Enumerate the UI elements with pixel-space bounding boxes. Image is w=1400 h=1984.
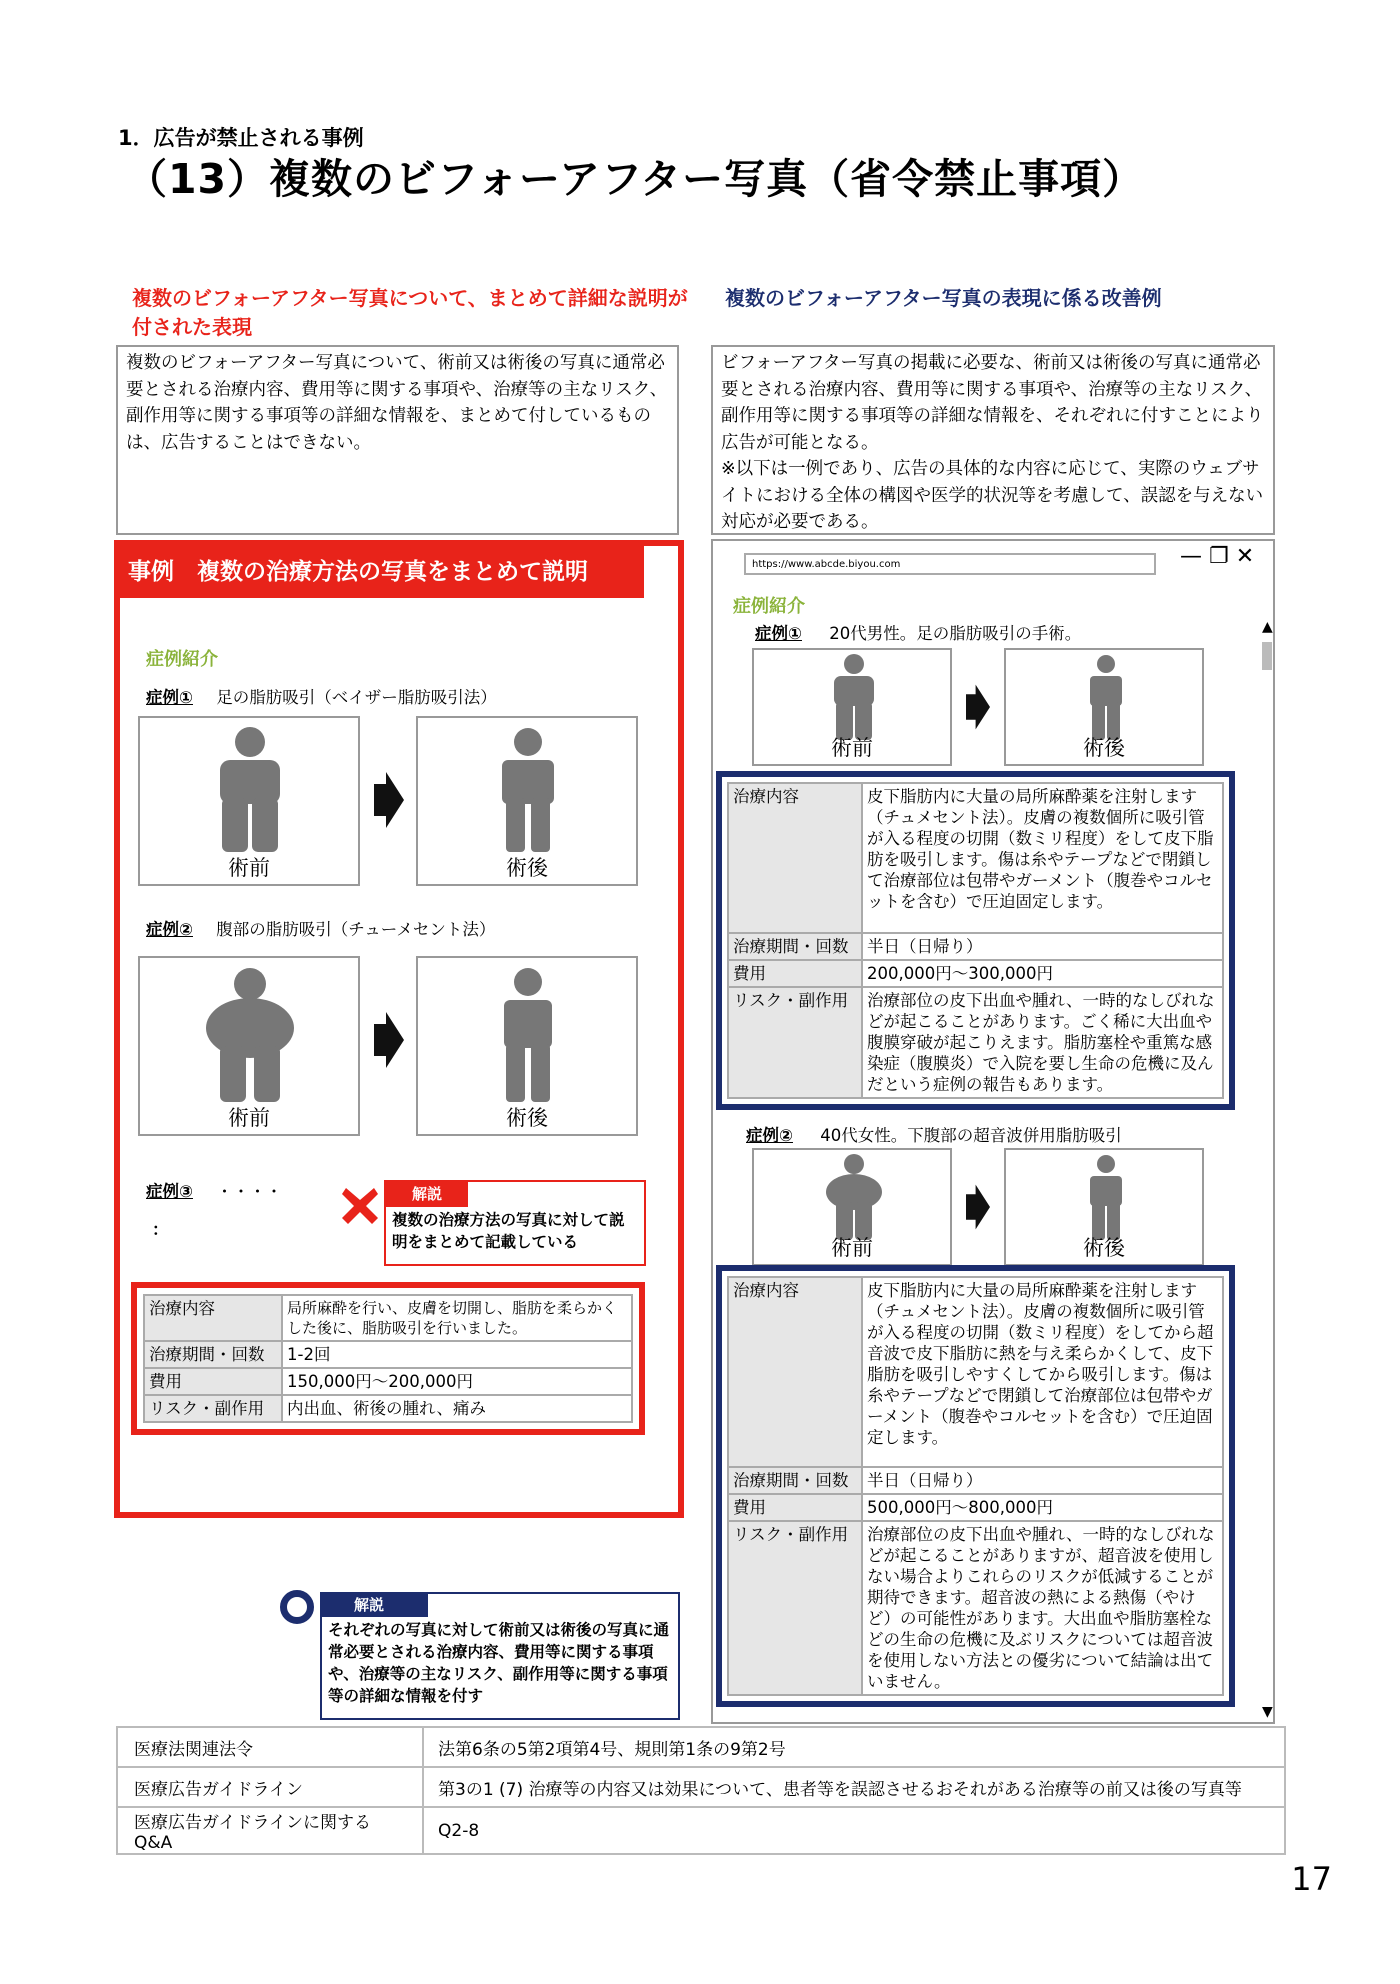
right-case1-label: 症例① [755,624,802,643]
left-heading: 複数のビフォーアフター写真について、まとめて詳細な説明が付された表現 [132,286,688,339]
restore-icon[interactable]: ❐ [1209,544,1229,569]
circle-mark-icon [280,1590,314,1624]
before-label: 術前 [831,736,873,760]
law-key: 医療広告ガイドラインに関するQ&A [117,1807,423,1854]
table-row [144,1341,632,1368]
left-case3 [146,1178,282,1202]
table-row [728,1494,1223,1521]
right-case2-after-photo [1004,1148,1204,1266]
law-value: 第3の1 (7) 治療等の内容又は効果について、患者等を誤認させるおそれがある治療等の前又は後の写真等 [423,1767,1285,1807]
before-label: 術前 [831,1236,873,1260]
right-case2-text: 40代女性。下腹部の超音波併用脂肪吸引 [820,1126,1122,1145]
right-case1 [755,620,1081,644]
minimize-icon[interactable]: — [1180,544,1202,569]
page-title: （13）複数のビフォーアフター写真（省令禁止事項） [126,155,1145,203]
good-callout-text: それぞれの写真に対して術前又は術後の写真に通常必要とされる治療内容、費用等に関する事項や、治療等の主なリスク、副作用等に関する事項等の詳細な情報を付す [328,1621,670,1705]
table-row [728,1521,1223,1695]
bad-callout [384,1180,646,1266]
table-row [144,1368,632,1395]
left-case2-label: 症例② [146,920,193,939]
table-key: 治療期間・回数 [144,1341,282,1368]
law-value: 法第6条の5第2項第4号、規則第1条の9第2号 [423,1727,1285,1767]
right-case2 [746,1122,1122,1146]
after-label: 術後 [1083,1236,1125,1260]
table-key: 治療内容 [728,1277,862,1467]
table-value: 200,000円～300,000円 [862,960,1223,987]
table-key: リスク・副作用 [728,1521,862,1695]
before-label: 術前 [228,1106,270,1130]
arrow-right-icon [374,772,404,828]
table-value: 治療部位の皮下出血や腫れ、一時的なしびれなどが起こることがあります。ごく稀に大出血や腹膜穿破が起こりえます。脂肪塞栓や重篤な感染症（腹膜炎）で入院を要し生命の危機に及んだという症例の報告もあります。 [862,987,1223,1098]
right-detail-table-2 [716,1265,1235,1707]
right-case2-before-photo [752,1148,952,1266]
scroll-up-icon[interactable]: ▲ [1262,619,1273,635]
right-case1-before-photo [752,648,952,766]
table-key: 治療内容 [144,1295,282,1341]
right-section-label: 症例紹介 [733,596,805,617]
table-row [117,1767,1285,1807]
arrow-right-icon [374,1012,404,1068]
table-row [728,783,1223,933]
person-icon [824,1154,884,1240]
right-case1-text: 20代男性。足の脂肪吸引の手術。 [829,624,1082,643]
right-heading: 複数のビフォーアフター写真の表現に係る改善例 [725,286,1162,310]
left-detail-table [131,1282,645,1435]
after-label: 術後 [1083,736,1125,760]
table-key: 治療期間・回数 [728,933,862,960]
table-value: 500,000円～800,000円 [862,1494,1223,1521]
law-key: 医療広告ガイドライン [117,1767,423,1807]
right-case2-label: 症例② [746,1126,793,1145]
close-icon[interactable]: ✕ [1235,544,1255,569]
table-row [144,1295,632,1341]
table-value: 半日（日帰り） [862,933,1223,960]
table-key: 費用 [728,960,862,987]
left-case1-label: 症例① [146,688,193,707]
right-description: ビフォーアフター写真の掲載に必要な、術前又は術後の写真に通常必要とされる治療内容、費用等に関する事項や、治療等の主なリスク、副作用等に関する事項等の詳細な情報を、それぞれに付すことにより広告が可能となる。 ※以下は一例であり、広告の具体的な内容に応じて、実際のウェブサイトにおける全体の構図や医学的状況等を考慮して、誤認を与えない対応が必要である。 [711,345,1275,535]
table-row [728,960,1223,987]
table-row [144,1395,632,1422]
left-case2 [146,916,495,940]
bad-callout-text: 複数の治療方法の写真に対して説明をまとめて記載している [392,1211,625,1251]
right-detail-table-1 [716,771,1235,1110]
url-bar[interactable]: https://www.abcde.biyou.com [744,553,1156,575]
left-case3-label: 症例③ [146,1182,193,1201]
law-value: Q2-8 [423,1807,1285,1854]
arrow-right-icon [966,1184,990,1230]
left-case2-after-photo [416,956,638,1136]
scrollbar[interactable] [1262,620,1272,1720]
table-key: 治療内容 [728,783,862,933]
table-row [728,1467,1223,1494]
table-row [728,933,1223,960]
person-icon [496,966,560,1102]
table-value: 治療部位の皮下出血や腫れ、一時的なしびれなどが起こることがありますが、超音波を使用しない場合よりこれらのリスクが低減することが期待できます。超音波の熱による熱傷（やけど）の可能性があります。大出血や脂肪塞栓などの生命の危機に及ぶリスクについては超音波を使用しない方法との優劣について結論は出ていません。 [862,1521,1223,1695]
bad-callout-head: 解説 [384,1180,468,1207]
left-case2-before-photo [138,956,360,1136]
left-case1 [146,684,497,708]
table-value: 内出血、術後の腫れ、痛み [282,1395,632,1422]
after-label: 術後 [506,1106,548,1130]
scroll-thumb[interactable] [1262,642,1272,670]
before-label: 術前 [228,856,270,880]
window-controls [1180,546,1254,568]
table-value: 皮下脂肪内に大量の局所麻酔薬を注射します（チュメセント法）。皮膚の複数個所に吸引管が入る程度の切開（数ミリ程度）をして皮下脂肪を吸引します。傷は糸やテープなどで閉鎖して治療部位は包帯やガーメント（腹巻やコルセットを含む）で圧迫固定します。 [862,783,1223,933]
table-value: 局所麻酔を行い、皮膚を切開し、脂肪を柔らかくした後に、脂肪吸引を行いました。 [282,1295,632,1341]
good-callout [320,1592,680,1720]
arrow-right-icon [966,684,990,730]
right-case1-after-photo [1004,648,1204,766]
table-value: 1-2回 [282,1341,632,1368]
table-key: リスク・副作用 [144,1395,282,1422]
section-number: 1．広告が禁止される事例 [118,126,364,150]
left-case2-text: 腹部の脂肪吸引（チューメセント法） [216,920,496,939]
person-icon [210,726,290,854]
page-number: 17 [1291,1860,1332,1898]
table-value: 皮下脂肪内に大量の局所麻酔薬を注射します（チュメセント法）。皮膚の複数個所に吸引管が入る程度の切開（数ミリ程度）をしてから超音波で皮下脂肪に熱を与え柔らかくして、皮下脂肪を吸引しやすくしてから吸引します。傷は糸やテープなどで閉鎖して治療部位は包帯やガーメント（腹巻やコルセットを含む）で圧迫固定します。 [862,1277,1223,1467]
left-description: 複数のビフォーアフター写真について、術前又は術後の写真に通常必要とされる治療内容、費用等に関する事項や、治療等の主なリスク、副作用等に関する事項等の詳細な情報を、まとめて付しているものは、広告することはできない。 [116,345,679,535]
good-callout-head: 解説 [320,1592,428,1617]
law-key: 医療法関連法令 [117,1727,423,1767]
person-icon [830,654,878,740]
table-key: 治療期間・回数 [728,1467,862,1494]
table-key: 費用 [144,1368,282,1395]
table-row [117,1727,1285,1767]
table-key: 費用 [728,1494,862,1521]
left-case3-colon: ： [152,1220,169,1239]
person-icon [1086,654,1126,740]
table-row [728,987,1223,1098]
person-icon [496,726,560,854]
left-case3-dots: ・・・・ [216,1182,283,1201]
scroll-down-icon[interactable]: ▼ [1262,1704,1273,1720]
left-case1-before-photo [138,716,360,886]
left-case1-text: 足の脂肪吸引（ベイザー脂肪吸引法） [216,688,497,707]
table-value: 半日（日帰り） [862,1467,1223,1494]
table-value: 150,000円～200,000円 [282,1368,632,1395]
person-icon [202,966,298,1102]
table-row [117,1807,1285,1854]
table-row [728,1277,1223,1467]
left-section-label: 症例紹介 [146,649,218,670]
person-icon [1086,1154,1126,1240]
table-key: リスク・副作用 [728,987,862,1098]
cross-mark-icon [340,1186,380,1226]
case-banner: 事例 複数の治療方法の写真をまとめて説明 [114,540,644,598]
after-label: 術後 [506,856,548,880]
law-reference-table [116,1726,1286,1855]
left-case1-after-photo [416,716,638,886]
